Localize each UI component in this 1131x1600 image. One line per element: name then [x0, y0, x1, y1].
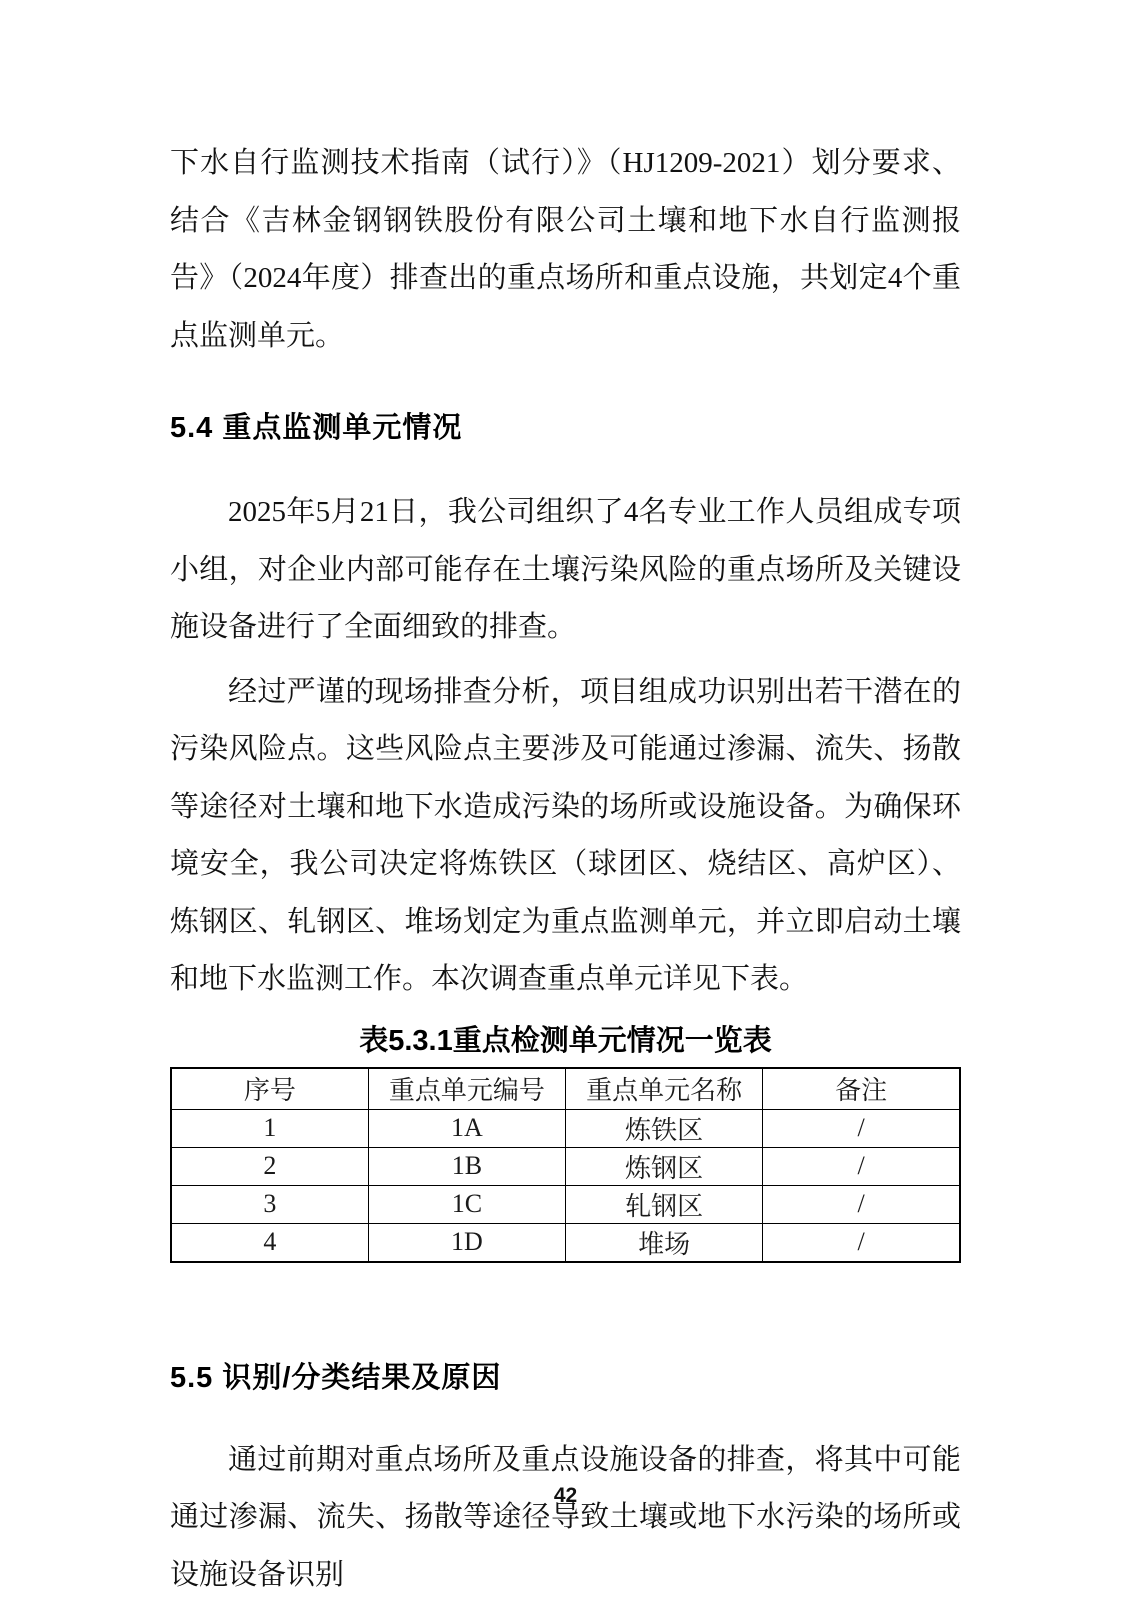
- table-row: [171, 1147, 960, 1185]
- table-header-cell-index: 序号: [171, 1068, 368, 1110]
- section-5-4-heading: 5.4 重点监测单元情况: [170, 412, 463, 444]
- table-cell: 2: [171, 1147, 368, 1185]
- table-header-cell-unit-name: 重点单元名称: [566, 1068, 763, 1110]
- table-cell: 炼钢区: [566, 1147, 763, 1185]
- table-row: [171, 1185, 960, 1223]
- page-number: 42: [553, 1484, 578, 1507]
- table-cell: 1C: [368, 1185, 565, 1223]
- section-5-5-paragraph-1: 通过前期对重点场所及重点设施设备的排查，将其中可能通过渗漏、流失、扬散等途径导致土壤或地下水污染的场所或设施设备识别: [170, 1443, 961, 1591]
- table-row: [171, 1223, 960, 1262]
- table-cell: 3: [171, 1185, 368, 1223]
- table-cell: 堆场: [566, 1223, 763, 1262]
- section-5-5-heading: 5.5 识别/分类结果及原因: [170, 1361, 502, 1394]
- table-title: 表5.3.1重点检测单元情况一览表: [359, 1024, 772, 1057]
- table-cell: 1B: [368, 1147, 565, 1185]
- table-cell: /: [763, 1109, 960, 1147]
- table-row: [171, 1109, 960, 1147]
- table-cell: /: [763, 1185, 960, 1223]
- section-5-4-paragraph-2: 经过严谨的现场排查分析，项目组成功识别出若干潜在的污染风险点。这些风险点主要涉及可能通过渗漏、流失、扬散等途径对土壤和地下水造成污染的场所或设施设备。为确保环境安全，我公司决定将炼铁区（球团区、烧结区、高炉区）、炼钢区、轧钢区、堆场划定为重点监测单元，并立即启动土壤和地下水监测工作。本次调查重点单元详见下表。: [170, 675, 961, 995]
- intro-paragraph: 下水自行监测技术指南（试行）》（HJ1209-2021）划分要求、结合《吉林金钢钢铁股份有限公司土壤和地下水自行监测报告》（2024年度）排查出的重点场所和重点设施，共划定4个重点监测单元。: [170, 147, 961, 352]
- table-header-row: [171, 1068, 960, 1110]
- table-header-cell-remark: 备注: [763, 1068, 960, 1110]
- section-5-4-paragraph-1: 2025年5月21日，我公司组织了4名专业工作人员组成专项小组，对企业内部可能存在土壤污染风险的重点场所及关键设施设备进行了全面细致的排查。: [170, 496, 961, 643]
- table-cell: 炼铁区: [566, 1109, 763, 1147]
- table-cell: 轧钢区: [566, 1185, 763, 1223]
- monitoring-units-table: [170, 1067, 961, 1263]
- table-header-cell-unit-code: 重点单元编号: [368, 1068, 565, 1110]
- table-cell: /: [763, 1147, 960, 1185]
- table-cell: 4: [171, 1223, 368, 1262]
- table-cell: 1: [171, 1109, 368, 1147]
- table-cell: 1A: [368, 1109, 565, 1147]
- table-cell: /: [763, 1223, 960, 1262]
- table-cell: 1D: [368, 1223, 565, 1262]
